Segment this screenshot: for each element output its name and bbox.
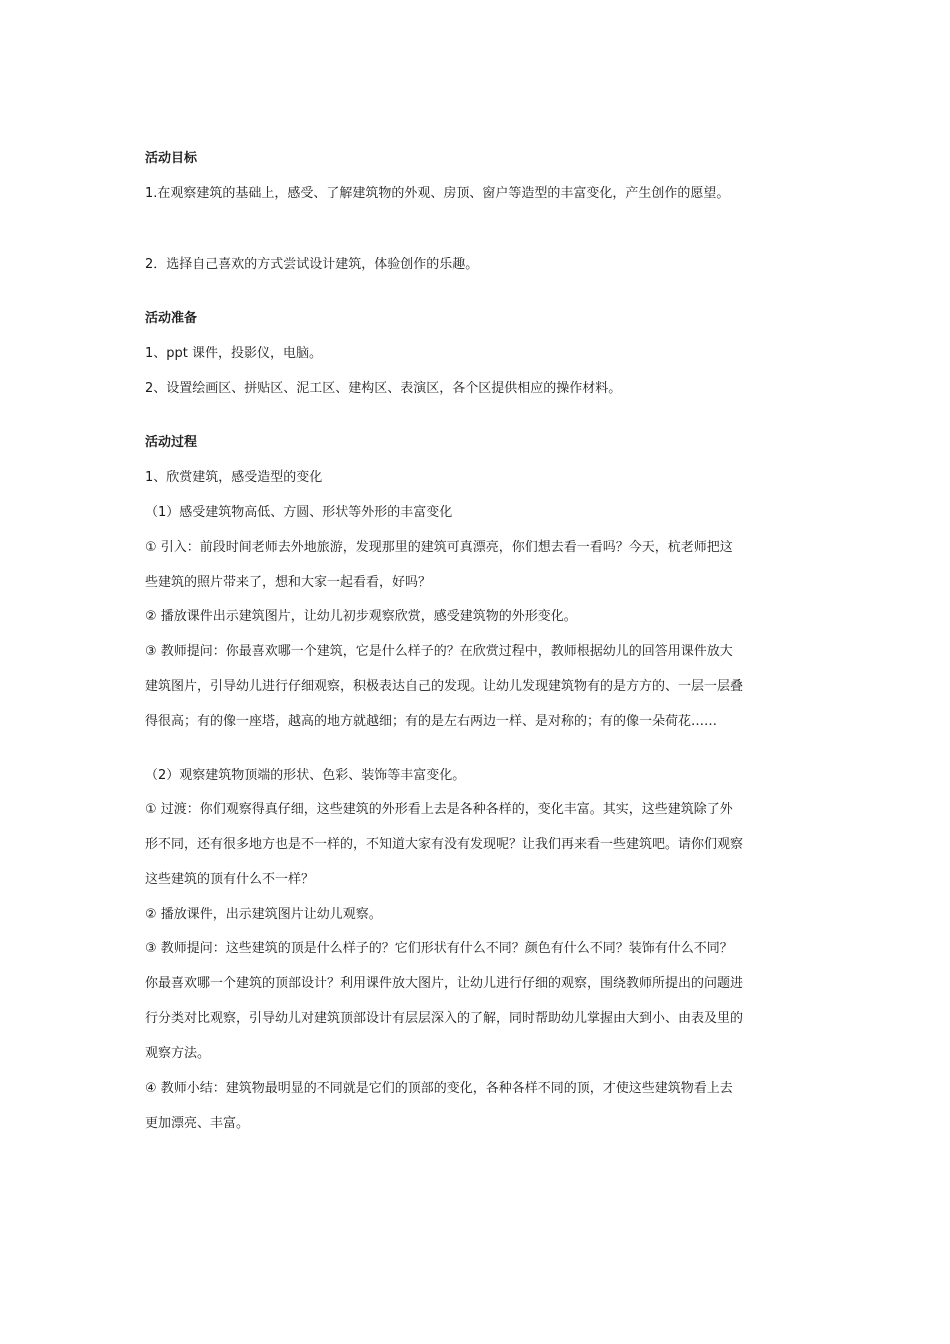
paragraph-line: 得很高；有的像一座塔，越高的地方就越细；有的是左右两边一样、是对称的；有的像一朵荷花…… — [145, 714, 718, 729]
paragraph-line: 更加漂亮、丰富。 — [145, 1116, 250, 1131]
substep-2-title: （2）观察建筑物顶端的形状、色彩、装饰等丰富变化。 — [145, 768, 466, 783]
paragraph-line: ② 播放课件出示建筑图片，让幼儿初步观察欣赏，感受建筑物的外形变化。 — [145, 609, 577, 624]
section-heading-process: 活动过程 — [145, 435, 198, 450]
substep-1-title: （1）感受建筑物高低、方圆、形状等外形的丰富变化 — [145, 505, 453, 520]
paragraph-line: ③ 教师提问：这些建筑的顶是什么样子的？它们形状有什么不同？颜色有什么不同？装饰有什么不同？ — [145, 941, 733, 956]
section-heading-goals: 活动目标 — [145, 151, 198, 166]
paragraph-line: 这些建筑的顶有什么不一样？ — [145, 872, 315, 887]
paragraph-line: ④ 教师小结：建筑物最明显的不同就是它们的顶部的变化，各种各样不同的顶，才使这些建筑物看上去 — [145, 1081, 733, 1096]
paragraph-line: 形不同，还有很多地方也是不一样的，不知道大家有没有发现呢？让我们再来看一些建筑吧。请你们观察 — [145, 837, 744, 852]
goal-item-1: 1.在观察建筑的基础上，感受、了解建筑物的外观、房顶、窗户等造型的丰富变化，产生创作的愿望。 — [145, 186, 730, 201]
paragraph-line: 行分类对比观察，引导幼儿对建筑顶部设计有层层深入的了解，同时帮助幼儿掌握由大到小、由表及里的 — [145, 1011, 744, 1026]
paragraph-line: 建筑图片，引导幼儿进行仔细观察，积极表达自己的发现。让幼儿发现建筑物有的是方方的、一层一层叠 — [145, 679, 744, 694]
goal-item-2: 2．选择自己喜欢的方式尝试设计建筑，体验创作的乐趣。 — [145, 257, 479, 272]
paragraph-line: ① 引入：前段时间老师去外地旅游，发现那里的建筑可真漂亮，你们想去看一看吗？今天，杭老师把这 — [145, 540, 733, 555]
paragraph-line: ② 播放课件，出示建筑图片让幼儿观察。 — [145, 907, 382, 922]
paragraph-line: ① 过渡：你们观察得真仔细，这些建筑的外形看上去是各种各样的，变化丰富。其实，这些建筑除了外 — [145, 802, 733, 817]
paragraph-line: 些建筑的照片带来了，想和大家一起看看，好吗？ — [145, 575, 432, 590]
section-heading-preparation: 活动准备 — [145, 311, 198, 326]
process-step-1: 1、欣赏建筑，感受造型的变化 — [145, 470, 323, 485]
paragraph-line: 观察方法。 — [145, 1046, 211, 1061]
paragraph-line: 你最喜欢哪一个建筑的顶部设计？利用课件放大图片，让幼儿进行仔细的观察，围绕教师所提出的问题进 — [145, 976, 744, 991]
preparation-item-1: 1、ppt 课件，投影仪，电脑。 — [145, 346, 323, 361]
preparation-item-2: 2、设置绘画区、拼贴区、泥工区、建构区、表演区，各个区提供相应的操作材料。 — [145, 381, 622, 396]
paragraph-line: ③ 教师提问：你最喜欢哪一个建筑，它是什么样子的？在欣赏过程中，教师根据幼儿的回答用课件放大 — [145, 644, 733, 659]
